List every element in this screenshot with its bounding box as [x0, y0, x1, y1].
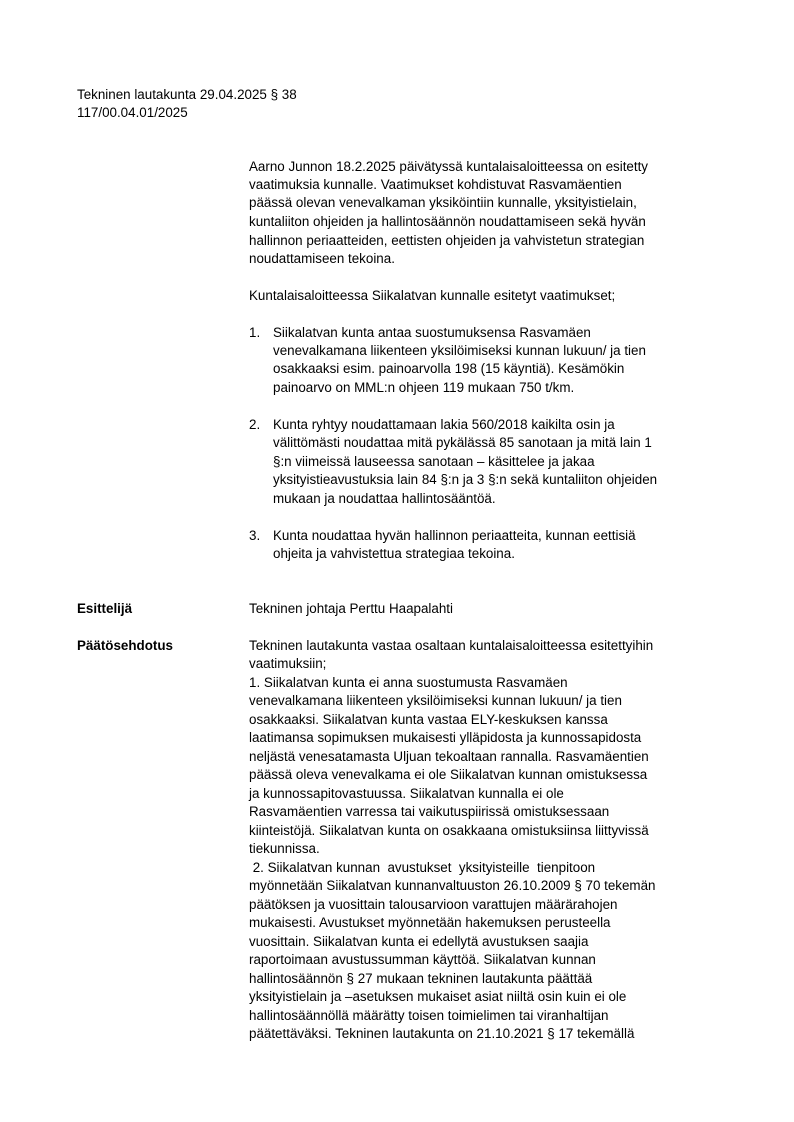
- proposal-line: vaatimuksiin;: [249, 656, 327, 671]
- proposal-line: hallintosäännöllä määrätty toisen toimielimen tai viranhaltijan: [249, 1008, 609, 1023]
- presenter-label: Esittelijä: [77, 601, 133, 616]
- demand-line: mukaan ja noudattaa hallintosääntöä.: [273, 491, 496, 506]
- demand-line: ohjeita ja vahvistettua strategiaa tekoina.: [273, 546, 515, 561]
- proposal-line: päätettäväksi. Tekninen lautakunta on 21.10.2021 § 17 tekemällä: [249, 1026, 635, 1041]
- proposal-line: hallintosäännön § 27 mukaan tekninen lautakunta päättää: [249, 971, 593, 986]
- demand-number: 2.: [249, 417, 261, 432]
- proposal-line: neljästä venesatamasta Uljuan tekoaltaan rannalla. Rasvamäentien: [249, 749, 649, 764]
- proposal-line: tiekunnissa.: [249, 841, 320, 856]
- intro-line: noudattamiseen tekoina.: [249, 251, 395, 266]
- intro-line: vaatimuksia kunnalle. Vaatimukset kohdistuvat Rasvamäentien: [249, 177, 622, 192]
- proposal-line: 1. Siikalatvan kunta ei anna suostumusta Rasvamäen: [249, 675, 568, 690]
- proposal-line: ja kunnossapitovastuussa. Siikalatvan kunnalla ei ole: [249, 786, 564, 801]
- presenter-value: Tekninen johtaja Perttu Haapalahti: [249, 601, 453, 616]
- proposal-label: Päätösehdotus: [77, 638, 173, 653]
- demand-line: Kunta noudattaa hyvän hallinnon periaatteita, kunnan eettisiä: [273, 528, 636, 543]
- proposal-line: mukaisesti. Avustukset myönnetään hakemuksen perusteella: [249, 915, 611, 930]
- proposal-line: 2. Siikalatvan kunnan avustukset yksityisteille tienpitoon: [249, 860, 596, 875]
- meeting-reference: Tekninen lautakunta 29.04.2025 § 38: [77, 87, 297, 102]
- demand-number: 1.: [249, 325, 261, 340]
- intro-line: hallinnon periaatteiden, eettisten ohjeiden ja vahvistetun strategian: [249, 233, 645, 248]
- demand-line: yksityistieavustuksia lain 84 §:n ja 3 §:n sekä kuntaliiton ohjeiden: [273, 472, 658, 487]
- proposal-line: vuosittain. Siikalatvan kunta ei edellytä avustuksen saajia: [249, 934, 589, 949]
- proposal-line: myönnetään Siikalatvan kunnanvaltuuston 26.10.2009 § 70 tekemän: [249, 878, 656, 893]
- demand-line: painoarvo on MML:n ohjeen 119 mukaan 750 t/km.: [273, 380, 575, 395]
- proposal-line: venevalkamana liikenteen yksilöimiseksi kunnan lukuun/ ja tien: [249, 693, 622, 708]
- demand-line: osakkaaksi esim. painoarvolla 198 (15 käyntiä). Kesämökin: [273, 361, 625, 376]
- proposal-line: osakkaaksi. Siikalatvan kunta vastaa ELY-keskuksen kanssa: [249, 712, 608, 727]
- intro-line: kuntaliiton ohjeiden ja hallintosäännön noudattamiseen sekä hyvän: [249, 214, 646, 229]
- proposal-line: Tekninen lautakunta vastaa osaltaan kuntalaisaloitteessa esitettyihin: [249, 638, 654, 653]
- demand-line: Kunta ryhtyy noudattamaan lakia 560/2018 kaikilta osin ja: [273, 417, 615, 432]
- demand-line: Siikalatvan kunta antaa suostumuksensa Rasvamäen: [273, 325, 591, 340]
- demand-number: 3.: [249, 528, 261, 543]
- intro-line: Aarno Junnon 18.2.2025 päivätyssä kuntalaisaloitteessa on esitetty: [249, 159, 649, 174]
- proposal-line: päässä oleva venevalkama ei ole Siikalatvan kunnan omistuksessa: [249, 767, 648, 782]
- proposal-line: päätöksen ja vuosittain talousarvioon varattujen määrärahojen: [249, 897, 618, 912]
- intro-line: päässä olevan venevalkaman yksiköintiin kunnalle, yksityistielain,: [249, 195, 637, 210]
- proposal-line: kiinteistöjä. Siikalatvan kunta on osakkaana omistuksiinsa liittyvissä: [249, 823, 649, 838]
- demand-line: välittömästi noudattaa mitä pykälässä 85 sanotaan ja mitä lain 1: [273, 435, 652, 450]
- proposal-line: yksityistielain ja –asetuksen mukaiset asiat niiltä osin kuin ei ole: [249, 989, 627, 1004]
- proposal-line: laatimansa sopimuksen mukaisesti ylläpidosta ja kunnossapidosta: [249, 730, 642, 745]
- demands-intro: Kuntalaisaloitteessa Siikalatvan kunnalle esitetyt vaatimukset;: [249, 288, 616, 303]
- demand-line: venevalkamana liikenteen yksilöimiseksi kunnan lukuun/ ja tien: [273, 343, 646, 358]
- proposal-line: raportoimaan avustussumman käyttöä. Siikalatvan kunnan: [249, 952, 596, 967]
- demand-line: §:n viimeissä lauseessa sanotaan – käsittelee ja jakaa: [273, 454, 595, 469]
- proposal-line: Rasvamäentien varressa tai vaikutuspiirissä omistuksessaan: [249, 804, 610, 819]
- case-number: 117/00.04.01/2025: [77, 105, 188, 120]
